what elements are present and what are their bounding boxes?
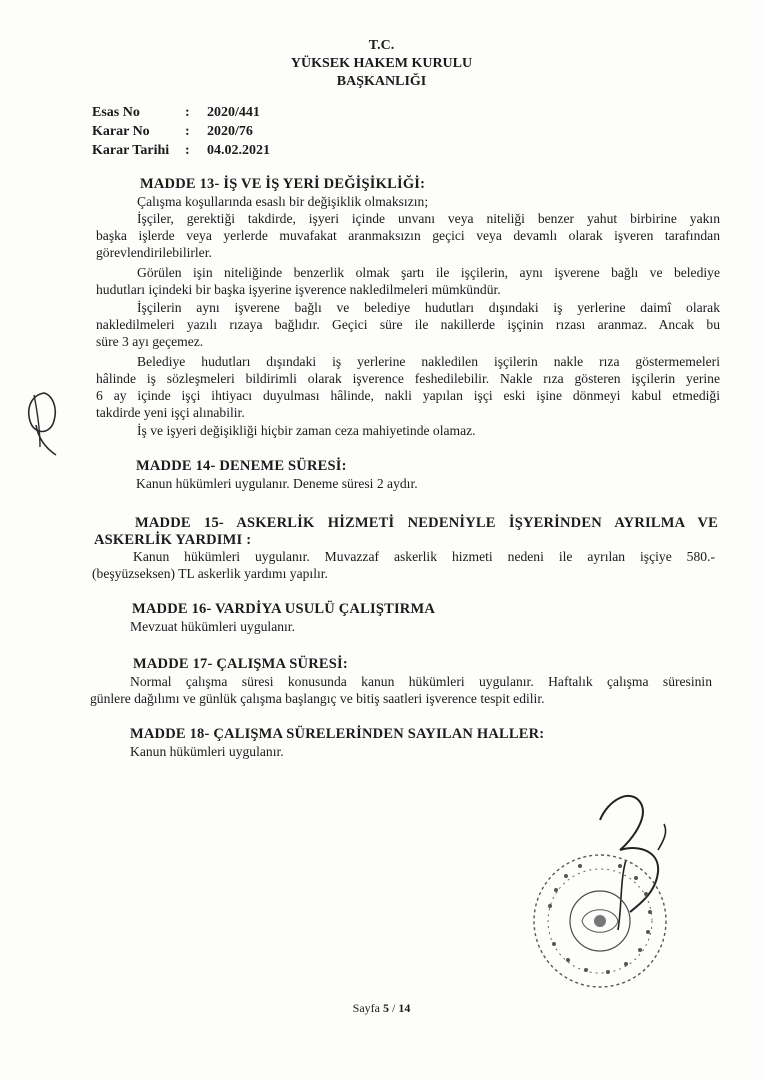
meta-value: 2020/441: [207, 105, 260, 120]
article-15-body-line2: (beşyüzseksen) TL askerlik yardımı yapılır.: [92, 566, 328, 581]
meta-label: Esas No: [92, 105, 140, 120]
article-13-p2-line3: görevlendirilebilirler.: [96, 245, 212, 260]
article-13-intro: Çalışma koşullarında esaslı bir değişiklik olmaksızın;: [137, 194, 429, 209]
article-13-p5-line1: Belediye hudutları dışındaki iş yerlerine nakledilen işçilerin nakle rıza göstermemeleri: [137, 354, 720, 369]
meta-row-esas: [92, 103, 270, 122]
header-department: BAŞKANLIĞI: [336, 74, 427, 89]
footer-prefix: Sayfa: [352, 1001, 383, 1015]
meta-colon: :: [185, 143, 190, 158]
article-13-p4-line1: İşçilerin aynı işverene bağlı ve belediye hudutları dışındaki iş yerlerine daimî olarak: [137, 300, 720, 315]
margin-initial-mark: [14, 385, 74, 465]
official-seal-stamp: [520, 846, 680, 996]
article-17-body-line2: günlere dağılımı ve günlük çalışma başlangıç ve bitiş saatleri işverence tespit edilir.: [90, 691, 545, 706]
article-18-title: MADDE 18- ÇALIŞMA SÜRELERİNDEN SAYILAN HALLER:: [130, 726, 545, 742]
article-13-p2-line2: başka işlerde veya yerlerde muvafakat aranmaksızın geçici veya devamlı olarak işveren tarafından: [96, 228, 720, 243]
article-13-p5-line4: takdirde yeni işçi alınabilir.: [96, 405, 245, 420]
article-13-p5-line3: 6 ay içinde işçi ihtiyacı duyulması hâlinde, nakli yapılan işçi eski işine dönmeyi kabul etmediği: [96, 388, 720, 403]
article-13-p6: İş ve işyeri değişikliği hiçbir zaman ceza mahiyetinde olamaz.: [137, 423, 476, 438]
header-tc: T.C.: [368, 38, 395, 53]
meta-row-tarih: [92, 141, 270, 160]
header-institution: YÜKSEK HAKEM KURULU: [290, 56, 473, 71]
article-13-p5-line2: hâlinde iş sözleşmeleri bildirimli olarak işverence feshedilebilir. Nakle rıza gösteren işçilerin yerine: [96, 371, 720, 386]
meta-label: Karar Tarihi: [92, 143, 170, 158]
footer-page-total: 14: [398, 1001, 411, 1015]
footer-page-number: 5: [382, 1001, 389, 1015]
meta-label: Karar No: [92, 124, 150, 139]
article-15-title-line2: ASKERLİK YARDIMI :: [94, 532, 252, 548]
meta-value: 2020/76: [207, 124, 253, 139]
article-14-body: Kanun hükümleri uygulanır. Deneme süresi 2 aydır.: [136, 476, 418, 491]
article-17-body-line1: Normal çalışma süresi konusunda kanun hükümleri uygulanır. Haftalık çalışma süresinin: [130, 674, 712, 689]
article-13-title: MADDE 13- İŞ VE İŞ YERİ DEĞİŞİKLİĞİ:: [140, 176, 426, 192]
article-13-p4-line2: nakledilmeleri yazılı rızaya bağlıdır. Geçici süre ile nakillerde işçinin rızası aranmaz. Ancak bu: [96, 317, 720, 332]
article-15-body-line1: Kanun hükümleri uygulanır. Muvazzaf askerlik hizmeti nedeni ile ayrılan işçiye 580.-: [133, 549, 715, 564]
article-17-title: MADDE 17- ÇALIŞMA SÜRESİ:: [133, 656, 348, 672]
article-16-title: MADDE 16- VARDİYA USULÜ ÇALIŞTIRMA: [132, 601, 436, 617]
article-18-body: Kanun hükümleri uygulanır.: [130, 744, 284, 759]
article-13-p4-line3: süre 3 ayı geçemez.: [96, 334, 204, 349]
article-13-p2-line1: İşçiler, gerektiği takdirde, işyeri içinde unvanı veya niteliği benzer yahut birbirine yakın: [137, 211, 720, 226]
article-13-p3-line1: Görülen işin niteliğinde benzerlik olmak şartı ile işçilerin, aynı işverene bağlı ve belediye: [137, 265, 720, 280]
article-16-body: Mevzuat hükümleri uygulanır.: [130, 619, 295, 634]
meta-colon: :: [185, 124, 190, 139]
article-14-title: MADDE 14- DENEME SÜRESİ:: [136, 458, 347, 474]
footer-separator: /: [388, 1001, 399, 1015]
meta-colon: :: [185, 105, 190, 120]
meta-row-karar: [92, 122, 270, 141]
meta-value: 04.02.2021: [207, 143, 270, 158]
page-footer: [0, 1001, 763, 1016]
case-meta: [92, 103, 270, 160]
article-13-p3-line2: hudutları içindeki bir başka işyerine işverence nakledilmeleri mümkündür.: [96, 282, 501, 297]
article-15-title-line1: MADDE 15- ASKERLİK HİZMETİ NEDENİYLE İŞYERİNDEN AYRILMA VE: [135, 515, 718, 531]
